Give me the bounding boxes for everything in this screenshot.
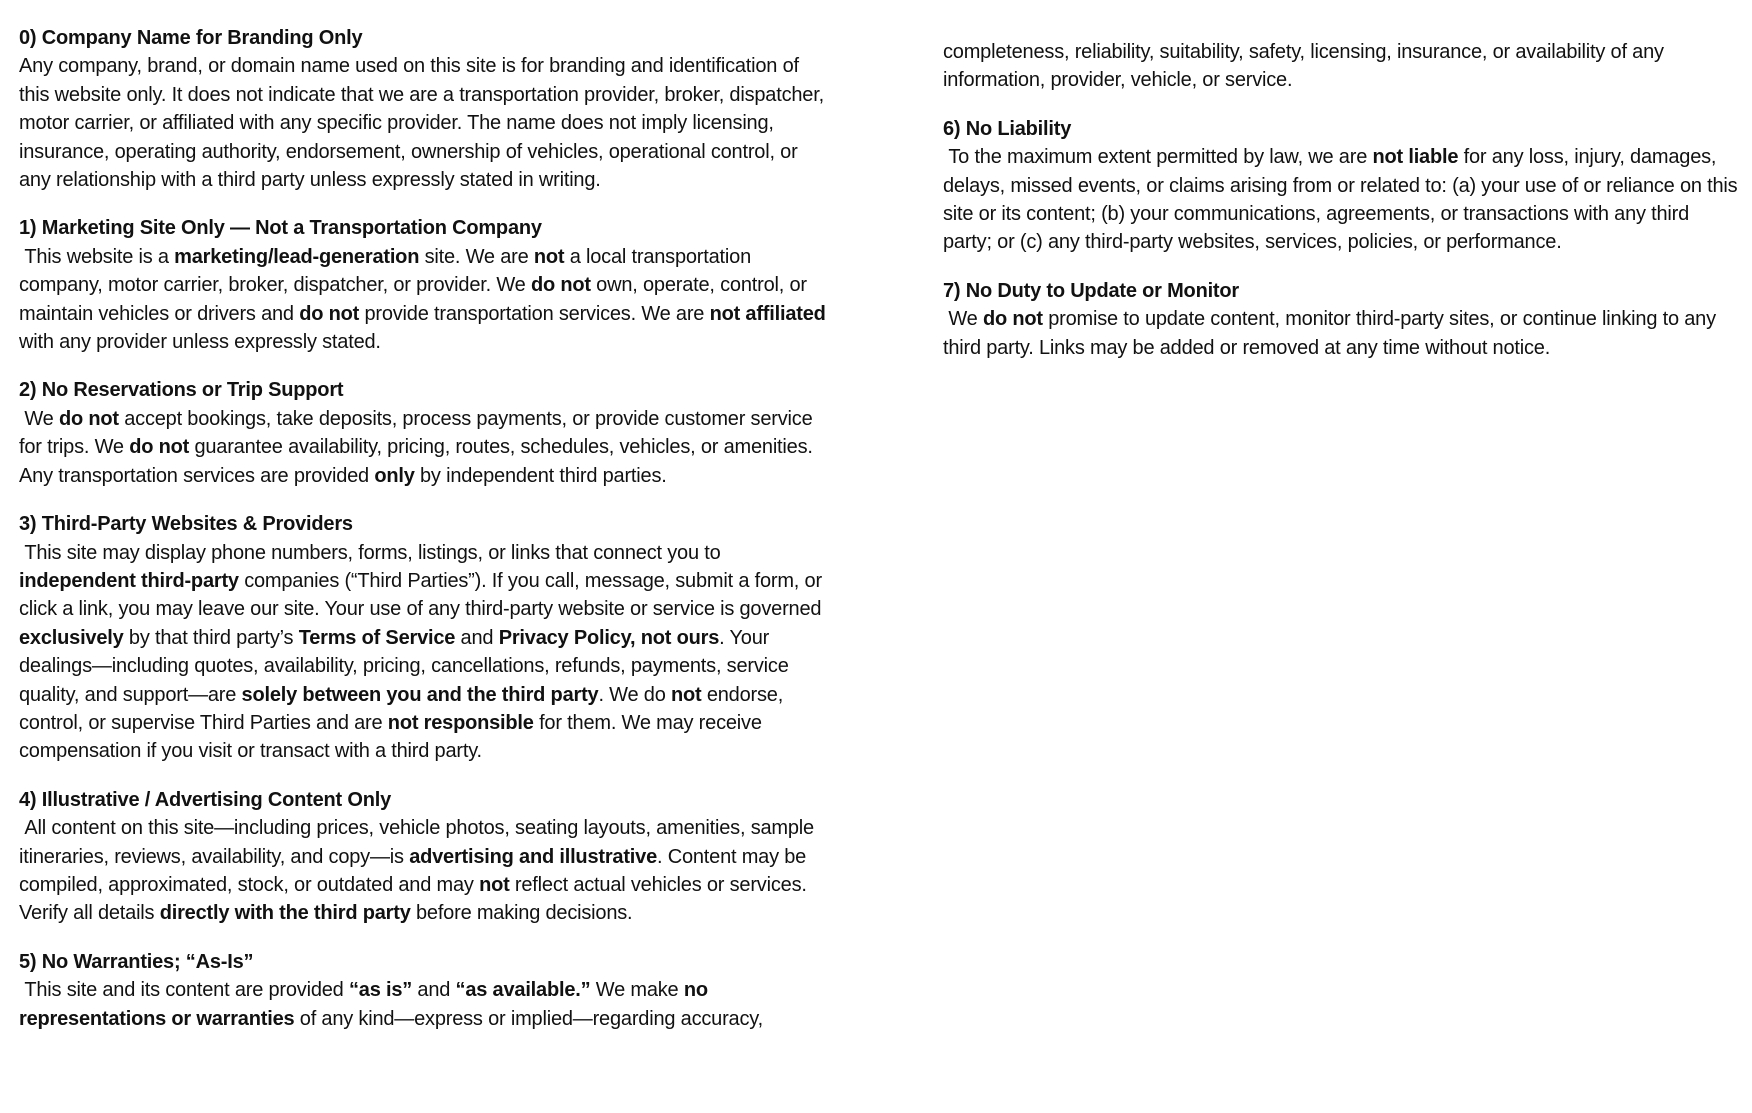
text-run: of any kind—express or implied—regarding accuracy, [294,1007,763,1030]
bold-text-run: do not [982,308,1043,331]
disclaimer-section [19,510,834,766]
disclaimer-section [19,214,834,356]
text-run: accept bookings, take deposits, process payments, or provide customer service for trips. We [19,407,818,459]
text-run: endorse, control, or supervise Third Parties and are [19,683,789,734]
text-run: This website is a [19,245,175,268]
bold-text-run: no representations or warranties [19,979,714,1030]
text-run: . We do [598,683,671,706]
text-run: with any provider unless expressly stated. [19,302,832,354]
text-run: promise to update content, monitor third-party sites, or continue linking to any third party. Links may be added or removed at any time without notice. [943,308,1722,359]
bold-text-run: “as available.” [455,979,591,1002]
bold-text-run: independent third-party [19,569,239,592]
text-run: by that third party’s [123,626,299,649]
bold-text-run: not [670,683,702,706]
text-run: We [943,308,983,331]
bold-text-run: not liable [1372,146,1459,169]
text-run: Any company, brand, or domain name used on this site is for branding and identification of this website only. It does not indicate that we are a transportation provider, broker, dispatcher, motor carrier, or affiliated with any specific provider. The name does not imply licensing, insurance, operating authority, endorsement, ownership of vehicles, operational control, or any relationship with a third party unless expressly stated in writing. [19,55,830,192]
text-run: for them. We may receive compensation if you visit or transact with a third party. [19,711,768,763]
bold-text-run: do not [530,274,591,297]
text-run: and [412,979,456,1002]
bold-text-run: do not [299,302,360,325]
text-run: guarantee availability, pricing, routes, schedules, vehicles, or amenities. Any transportation services are provided [19,436,818,487]
disclaimer-column-left [19,24,834,1033]
bold-text-run: exclusively [19,626,124,649]
text-run: We [19,407,59,430]
section-heading: 2) No Reservations or Trip Support [19,379,344,402]
bold-text-run: directly with the third party [159,902,411,925]
section-heading: 5) No Warranties; “As-Is” [19,950,254,973]
section-heading: 7) No Duty to Update or Monitor [943,279,1239,302]
text-run: for any loss, injury, damages, delays, missed events, or claims arising from or related to: (a) your use of or reliance on this site or its content; (b) your communications, agreements, or transactions with any third party; or (c) any third-party websites, services, policies, or performance. [943,146,1743,254]
text-run: This site may display phone numbers, forms, listings, or links that connect you to [19,541,726,564]
disclaimer-section [19,376,834,490]
bold-text-run: advertising and illustrative [409,845,657,868]
section-heading: 6) No Liability [943,117,1072,140]
disclaimer-section [943,277,1743,362]
bold-text-run: not [533,245,565,268]
text-run: . Content may be compiled, approximated, stock, or outdated and may [19,845,812,896]
text-run: provide transportation services. We are [359,302,710,325]
bold-text-run: not [479,873,510,896]
disclaimer-section [943,115,1743,257]
bold-text-run: “as is” [348,979,413,1002]
text-run: own, operate, control, or maintain vehicles or drivers and [19,274,813,325]
text-run: companies (“Third Parties”). If you call, message, submit a form, or click a link, you may leave our site. Your use of any third-party website or service is governed [19,569,828,621]
text-run: completeness, reliability, suitability, safety, licensing, insurance, or availability of any information, provider, vehicle, or service. [943,41,1670,92]
bold-text-run: Terms of Service [298,626,456,649]
bold-text-run: not affiliated [709,302,826,325]
section-heading: 3) Third-Party Websites & Providers [19,513,353,536]
text-run: We make [590,979,684,1002]
disclaimer-section [19,948,834,1033]
disclaimer-section [19,786,834,928]
section-heading: 4) Illustrative / Advertising Content Only [19,788,392,811]
text-run: a local transportation company, motor carrier, broker, dispatcher, or provider. We [19,245,757,297]
bold-text-run: marketing/lead-generation [174,245,420,268]
bold-text-run: Privacy Policy, not ours [498,626,720,649]
disclaimer-section [943,38,1743,95]
text-run: by independent third parties. [414,464,667,487]
section-heading: 1) Marketing Site Only — Not a Transportation Company [19,217,542,240]
disclaimer-section [19,24,834,194]
bold-text-run: solely between you and the third party [241,683,599,706]
text-run: reflect actual vehicles or services. Verify all details [19,873,813,925]
text-run: and [455,626,499,649]
text-run: before making decisions. [410,902,633,925]
bold-text-run: only [374,464,415,487]
text-run: This site and its content are provided [19,979,349,1002]
text-run: To the maximum extent permitted by law, we are [943,146,1373,169]
disclaimer-column-right [943,38,1743,362]
bold-text-run: not responsible [387,711,534,734]
text-run: . Your dealings—including quotes, availability, pricing, cancellations, refunds, payments, service quality, and support—are [19,626,794,706]
text-run: All content on this site—including prices, vehicle photos, seating layouts, amenities, sample itineraries, reviews, availability, and copy—is [19,817,820,868]
section-heading: 0) Company Name for Branding Only [19,27,363,49]
text-run: site. We are [419,245,534,268]
bold-text-run: do not [58,407,119,430]
bold-text-run: do not [129,436,190,459]
